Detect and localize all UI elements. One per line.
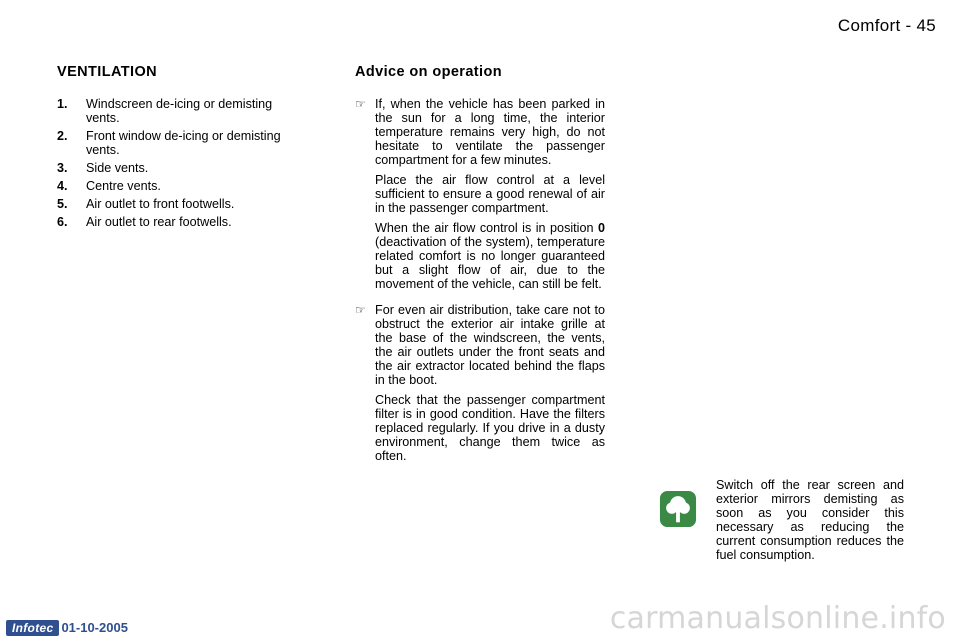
list-item	[57, 129, 287, 157]
section-title-advice: Advice on operation	[355, 64, 502, 80]
item-number: 5.	[57, 197, 68, 211]
advice-body	[375, 97, 605, 297]
text-run: (deactivation of the system), temperature related comfort is no longer guaranteed but a slight flow of air, due to the movement of the vehicle, can still be felt.	[375, 235, 605, 291]
watermark: carmanualsonline.info	[609, 601, 946, 636]
item-number: 2.	[57, 129, 68, 143]
advice-paragraph: Check that the passenger compartment filter is in good condition. Have the filters replaced regularly. If you drive in a dusty environment, change them twice as often.	[375, 393, 605, 463]
list-item	[57, 179, 287, 193]
item-text: Side vents.	[86, 161, 149, 175]
eco-note	[657, 478, 907, 578]
list-item	[57, 97, 287, 125]
item-text: Air outlet to front footwells.	[86, 197, 235, 211]
advice-item	[355, 303, 605, 469]
advice-paragraph: For even air distribution, take care not to obstruct the exterior air intake grille at the base of the windscreen, the vents, the air outlets under the front seats and the air extractor located behind the flaps in the boot.	[375, 303, 605, 387]
pointing-hand-icon: ☞	[355, 303, 366, 317]
advice-paragraph	[375, 221, 605, 291]
advice-item	[355, 97, 605, 297]
footer-date: 01-10-2005	[61, 620, 128, 635]
item-text: Front window de-icing or demisting vents.	[86, 129, 281, 157]
item-text: Air outlet to rear footwells.	[86, 215, 232, 229]
item-number: 4.	[57, 179, 68, 193]
advice-section	[355, 64, 605, 475]
tree-icon	[659, 490, 697, 528]
item-number: 6.	[57, 215, 68, 229]
item-number: 1.	[57, 97, 68, 111]
item-number: 3.	[57, 161, 68, 175]
footer-badge	[6, 619, 128, 636]
item-text: Windscreen de-icing or demisting vents.	[86, 97, 273, 125]
list-item	[57, 215, 287, 229]
pointing-hand-icon: ☞	[355, 97, 366, 111]
advice-paragraph: If, when the vehicle has been parked in the sun for a long time, the interior temperature remains very high, do not hesitate to ventilate the passenger compartment for a few minutes.	[375, 97, 605, 167]
ventilation-section	[57, 64, 287, 233]
infotec-logo: Infotec	[6, 620, 59, 636]
list-item	[57, 161, 287, 175]
text-run: When the air flow control is in position	[375, 221, 598, 235]
section-title-ventilation: VENTILATION	[57, 64, 157, 80]
list-item	[57, 197, 287, 211]
item-text: Centre vents.	[86, 179, 161, 193]
eco-note-text: Switch off the rear screen and exterior mirrors demisting as soon as you consider this necessary as reducing the current consumption reduces the fuel consumption.	[716, 478, 904, 562]
vent-list	[57, 97, 287, 229]
advice-body	[375, 303, 605, 469]
position-zero: 0	[597, 221, 605, 235]
advice-paragraph: Place the air flow control at a level sufficient to ensure a good renewal of air in the passenger compartment.	[375, 173, 605, 215]
page-header: Comfort - 45	[837, 16, 936, 35]
